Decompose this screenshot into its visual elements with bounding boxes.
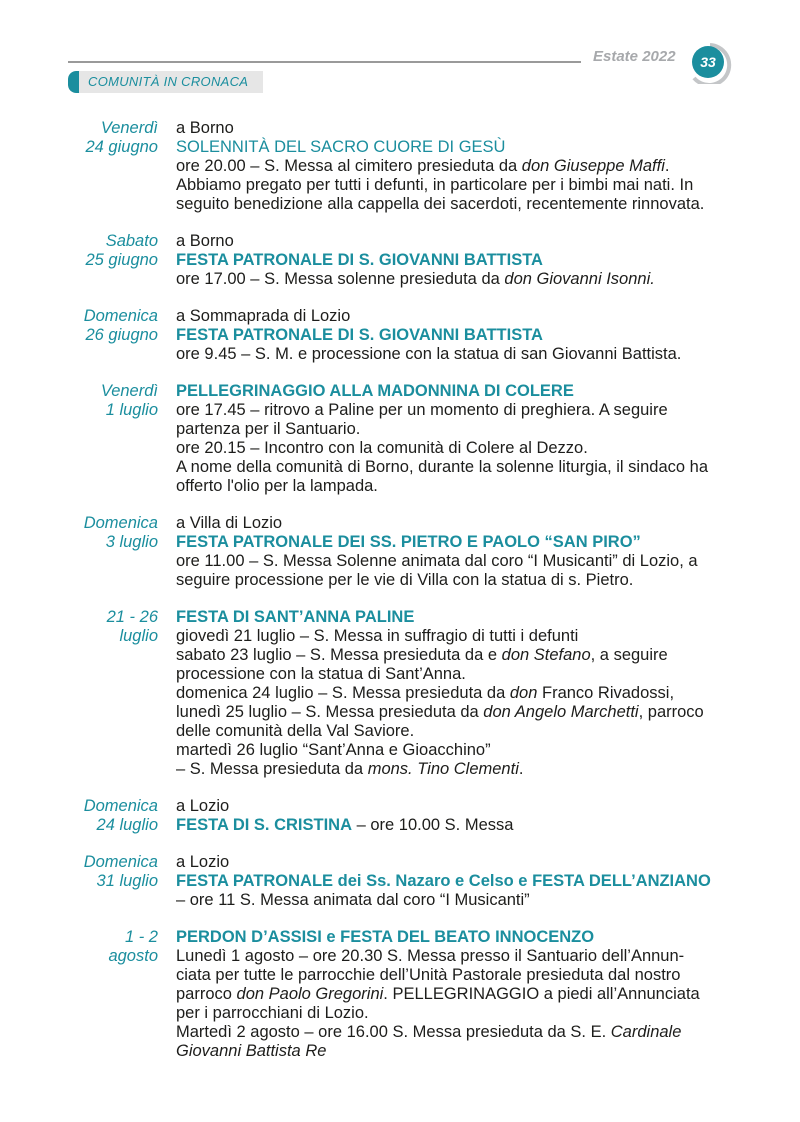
event-body bbox=[176, 797, 736, 835]
event-title: FESTA PATRONALE DI S. GIOVANNI BATTISTA bbox=[176, 251, 543, 269]
event-line: processione con la statua di Sant’Anna. bbox=[176, 665, 466, 683]
event-title: SOLENNITÀ DEL SACRO CUORE DI GESÙ bbox=[176, 138, 506, 156]
event-line: partenza per il Santuario. bbox=[176, 420, 361, 438]
event-title: FESTA PATRONALE bbox=[176, 872, 334, 890]
event-body bbox=[176, 608, 736, 779]
event-line bbox=[176, 684, 736, 703]
event-line bbox=[176, 760, 736, 779]
event-date bbox=[0, 382, 158, 496]
event-day-date: 24 luglio bbox=[96, 816, 158, 834]
celebrant: Cardinale bbox=[610, 1023, 682, 1041]
text-run: sabato 23 luglio – S. Messa presieduta da e bbox=[176, 646, 502, 664]
text-run: – ore 10.00 S. Messa bbox=[352, 816, 514, 834]
event-date bbox=[0, 232, 158, 289]
event-item bbox=[0, 514, 800, 590]
event-item bbox=[0, 928, 800, 1061]
event-place: a Sommaprada di Lozio bbox=[176, 307, 351, 325]
header-rule bbox=[68, 61, 581, 63]
celebrant: Giovanni Battista Re bbox=[176, 1042, 327, 1060]
celebrant: don Giovanni Isonni. bbox=[504, 270, 655, 288]
event-day: Venerdì bbox=[100, 382, 158, 400]
celebrant: mons. Tino Clementi bbox=[367, 760, 519, 778]
page-number: 33 bbox=[700, 54, 716, 70]
celebrant: don Stefano bbox=[501, 646, 591, 664]
event-title-line bbox=[176, 928, 736, 947]
event-day-date: agosto bbox=[108, 947, 158, 965]
event-date bbox=[0, 307, 158, 364]
event-item bbox=[0, 608, 800, 779]
event-line bbox=[176, 703, 736, 722]
event-line: martedì 26 luglio “Sant’Anna e Gioacchino” bbox=[176, 741, 491, 759]
event-item bbox=[0, 232, 800, 289]
event-list bbox=[0, 119, 800, 1079]
event-place: a Lozio bbox=[176, 853, 230, 871]
event-day-date: 31 luglio bbox=[96, 872, 158, 890]
text-run: domenica 24 luglio – S. Messa presieduta da bbox=[176, 684, 510, 702]
event-title: FESTA DEL BEATO INNOCENZO bbox=[340, 928, 595, 946]
event-item bbox=[0, 382, 800, 496]
event-day-date: 25 giugno bbox=[85, 251, 158, 269]
event-body bbox=[176, 853, 736, 910]
event-line: Lunedì 1 agosto – ore 20.30 S. Messa presso il Santuario dell’Annun- bbox=[176, 947, 685, 965]
text-run: . bbox=[664, 157, 670, 175]
celebrant: don Paolo Gregorini bbox=[236, 985, 384, 1003]
event-date bbox=[0, 928, 158, 1061]
event-title: FESTA DI S. CRISTINA bbox=[176, 816, 353, 834]
text-run: e bbox=[321, 928, 341, 946]
event-day-date: 24 giugno bbox=[85, 138, 158, 156]
text-run: lunedì 25 luglio – S. Messa presieduta da bbox=[176, 703, 484, 721]
event-line: – ore 11 S. Messa animata dal coro “I Musicanti” bbox=[176, 891, 530, 909]
event-line bbox=[176, 157, 736, 176]
event-line: ore 11.00 – S. Messa Solenne animata dal coro “I Musicanti” di Lozio, a bbox=[176, 552, 698, 570]
event-line: A nome della comunità di Borno, durante la solenne liturgia, il sindaco ha bbox=[176, 458, 708, 476]
event-date bbox=[0, 797, 158, 835]
event-line: ciata per tutte le parrocchie dell’Unità Pastorale presieduta dal nostro bbox=[176, 966, 681, 984]
event-title: PELLEGRINAGGIO ALLA MADONNINA DI COLERE bbox=[176, 382, 574, 400]
event-title: FESTA PATRONALE DI S. GIOVANNI BATTISTA bbox=[176, 326, 543, 344]
text-run: ore 20.00 – S. Messa al cimitero presieduta da bbox=[176, 157, 522, 175]
celebrant: don Angelo Marchetti bbox=[483, 703, 639, 721]
event-day-date: luglio bbox=[119, 627, 158, 645]
event-title: FESTA DI SANT’ANNA PALINE bbox=[176, 608, 415, 626]
event-item bbox=[0, 119, 800, 214]
event-place: a Lozio bbox=[176, 797, 230, 815]
text-run: dei Ss. Nazaro e Celso e bbox=[333, 872, 533, 890]
event-title-line bbox=[176, 816, 736, 835]
event-line bbox=[176, 1023, 736, 1042]
section-title: COMUNITÀ IN CRONACA bbox=[88, 74, 249, 89]
event-place: a Borno bbox=[176, 119, 234, 137]
event-place: a Villa di Lozio bbox=[176, 514, 283, 532]
season-label: Estate 2022 bbox=[593, 48, 676, 65]
event-place: a Borno bbox=[176, 232, 234, 250]
event-body bbox=[176, 514, 736, 590]
event-line: ore 17.45 – ritrovo a Paline per un momento di preghiera. A seguire bbox=[176, 401, 668, 419]
event-line: seguito benedizione alla cappella dei sacerdoti, recentemente rinnovata. bbox=[176, 195, 705, 213]
event-title: PERDON D’ASSISI bbox=[176, 928, 322, 946]
event-line: ore 20.15 – Incontro con la comunità di Colere al Dezzo. bbox=[176, 439, 588, 457]
event-line: giovedì 21 luglio – S. Messa in suffragio di tutti i defunti bbox=[176, 627, 579, 645]
event-body bbox=[176, 307, 736, 364]
celebrant: don bbox=[509, 684, 538, 702]
text-run: , a seguire bbox=[590, 646, 668, 664]
event-date bbox=[0, 608, 158, 779]
event-title: FESTA DELL’ANZIANO bbox=[532, 872, 711, 890]
text-run: . PELLEGRINAGGIO a piedi all’Annunciata bbox=[383, 985, 700, 1003]
event-day: Domenica bbox=[83, 307, 158, 325]
event-body bbox=[176, 119, 736, 214]
event-date bbox=[0, 514, 158, 590]
event-title: FESTA PATRONALE DEI SS. PIETRO E PAOLO “SAN PIRO” bbox=[176, 533, 641, 551]
event-item bbox=[0, 797, 800, 835]
text-run: – S. Messa presieduta da bbox=[176, 760, 368, 778]
event-item bbox=[0, 307, 800, 364]
text-run: Martedì 2 agosto – ore 16.00 S. Messa presieduta da S. E. bbox=[176, 1023, 611, 1041]
event-date bbox=[0, 853, 158, 910]
event-day: Domenica bbox=[83, 853, 158, 871]
event-line: seguire processione per le vie di Villa con la statua di s. Pietro. bbox=[176, 571, 634, 589]
text-run: ore 17.00 – S. Messa solenne presieduta da bbox=[176, 270, 505, 288]
event-line: per i parrocchiani di Lozio. bbox=[176, 1004, 369, 1022]
event-line bbox=[176, 270, 736, 289]
event-line: ore 9.45 – S. M. e processione con la statua di san Giovanni Battista. bbox=[176, 345, 682, 363]
event-day: 21 - 26 bbox=[106, 608, 158, 626]
event-line bbox=[176, 646, 736, 665]
text-run: Franco Rivadossi, bbox=[537, 684, 675, 702]
celebrant: don Giuseppe Maffi bbox=[521, 157, 665, 175]
event-day-date: 1 luglio bbox=[105, 401, 158, 419]
section-tag bbox=[68, 71, 263, 93]
event-item bbox=[0, 853, 800, 910]
text-run: parroco bbox=[176, 985, 237, 1003]
event-body bbox=[176, 382, 736, 496]
event-title-line bbox=[176, 872, 736, 891]
event-line bbox=[176, 1042, 736, 1061]
event-day: Sabato bbox=[105, 232, 158, 250]
event-line: delle comunità della Val Saviore. bbox=[176, 722, 415, 740]
text-run: , parroco bbox=[638, 703, 704, 721]
text-run: . bbox=[518, 760, 524, 778]
event-day: Domenica bbox=[83, 797, 158, 815]
page-number-badge bbox=[688, 42, 736, 84]
event-line bbox=[176, 985, 736, 1004]
event-day-date: 26 giugno bbox=[85, 326, 158, 344]
event-day: Venerdì bbox=[100, 119, 158, 137]
event-day: 1 - 2 bbox=[124, 928, 158, 946]
event-day: Domenica bbox=[83, 514, 158, 532]
event-day-date: 3 luglio bbox=[105, 533, 158, 551]
section-tag-bar bbox=[68, 71, 79, 93]
event-date bbox=[0, 119, 158, 214]
event-line: offerto l'olio per la lampada. bbox=[176, 477, 378, 495]
event-body bbox=[176, 232, 736, 289]
event-line: Abbiamo pregato per tutti i defunti, in particolare per i bimbi mai nati. In bbox=[176, 176, 694, 194]
event-body bbox=[176, 928, 736, 1061]
